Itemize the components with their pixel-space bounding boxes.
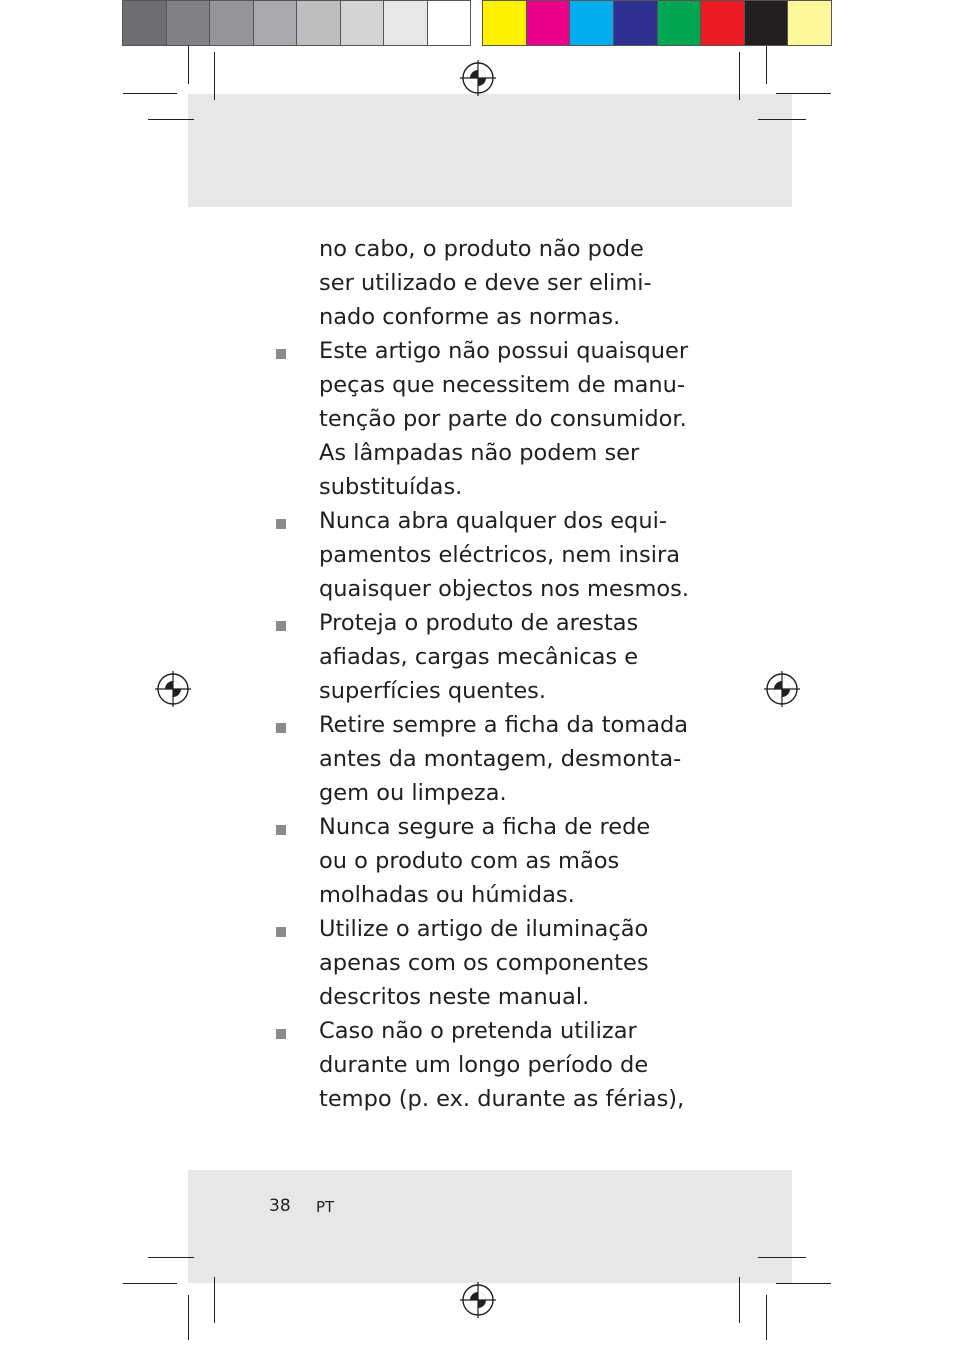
text-line: molhadas ou húmidas. bbox=[319, 882, 575, 908]
crop-mark bbox=[123, 1283, 177, 1284]
square-bullet-icon bbox=[276, 723, 286, 733]
gray-swatch bbox=[254, 0, 298, 46]
gray-swatch bbox=[428, 0, 472, 46]
gray-swatch bbox=[384, 0, 428, 46]
text-line: descritos neste manual. bbox=[319, 984, 590, 1010]
text-line: tenção por parte do consumidor. bbox=[319, 406, 687, 432]
language-code: PT bbox=[316, 1198, 335, 1216]
crop-mark bbox=[739, 52, 740, 100]
list-item bbox=[270, 708, 690, 810]
square-bullet-icon bbox=[276, 519, 286, 529]
text-line: antes da montagem, desmonta- bbox=[319, 746, 682, 772]
color-calibration-bar bbox=[482, 0, 832, 46]
text-line: durante um longo período de bbox=[319, 1052, 649, 1078]
header-panel bbox=[188, 94, 792, 207]
crop-mark bbox=[776, 93, 831, 94]
text-line: nado conforme as normas. bbox=[319, 304, 621, 330]
gray-swatch bbox=[341, 0, 385, 46]
list-item bbox=[270, 912, 690, 1014]
gray-swatch bbox=[167, 0, 211, 46]
gray-swatch bbox=[210, 0, 254, 46]
color-swatch bbox=[745, 0, 789, 46]
gray-swatch bbox=[297, 0, 341, 46]
gray-swatch bbox=[122, 0, 167, 46]
text-line: substituídas. bbox=[319, 474, 463, 500]
registration-mark-icon bbox=[460, 1282, 496, 1318]
list-item bbox=[270, 334, 690, 504]
registration-mark-icon bbox=[764, 671, 800, 707]
crop-mark bbox=[739, 1277, 740, 1323]
square-bullet-icon bbox=[276, 1029, 286, 1039]
crop-mark bbox=[188, 46, 189, 84]
crop-mark bbox=[766, 1295, 767, 1340]
color-swatch bbox=[788, 0, 832, 46]
text-line: pamentos eléctricos, nem insira bbox=[319, 542, 681, 568]
registration-mark-icon bbox=[155, 671, 191, 707]
crop-mark bbox=[148, 119, 194, 120]
square-bullet-icon bbox=[276, 621, 286, 631]
list-item bbox=[270, 504, 690, 606]
gray-calibration-bar bbox=[122, 0, 471, 46]
registration-mark-icon bbox=[460, 60, 496, 96]
safety-instructions bbox=[270, 232, 690, 1116]
text-line: peças que necessitem de manu- bbox=[319, 372, 686, 398]
crop-mark bbox=[758, 119, 806, 120]
text-line: ser utilizado e deve ser elimi- bbox=[319, 270, 652, 296]
crop-mark bbox=[776, 1283, 831, 1284]
color-swatch bbox=[527, 0, 571, 46]
color-swatch bbox=[482, 0, 527, 46]
text-line: As lâmpadas não podem ser bbox=[319, 440, 640, 466]
square-bullet-icon bbox=[276, 825, 286, 835]
text-line: Caso não o pretenda utilizar bbox=[319, 1018, 637, 1044]
color-swatch bbox=[570, 0, 614, 46]
crop-mark bbox=[214, 52, 215, 100]
crop-mark bbox=[758, 1257, 806, 1258]
crop-mark bbox=[214, 1277, 215, 1323]
color-swatch bbox=[614, 0, 658, 46]
crop-mark bbox=[766, 46, 767, 84]
text-line: Nunca abra qualquer dos equi- bbox=[319, 508, 667, 534]
text-line: Proteja o produto de arestas bbox=[319, 610, 639, 636]
crop-mark bbox=[188, 1295, 189, 1340]
text-line: no cabo, o produto não pode bbox=[319, 236, 644, 262]
text-line: superfícies quentes. bbox=[319, 678, 547, 704]
text-line: ou o produto com as mãos bbox=[319, 848, 620, 874]
text-line: Este artigo não possui quaisquer bbox=[319, 338, 689, 364]
text-line: quaisquer objectos nos mesmos. bbox=[319, 576, 690, 602]
text-line: Retire sempre a ficha da tomada bbox=[319, 712, 689, 738]
text-line: gem ou limpeza. bbox=[319, 780, 507, 806]
list-item bbox=[270, 810, 690, 912]
square-bullet-icon bbox=[276, 349, 286, 359]
crop-mark bbox=[148, 1257, 194, 1258]
list-item bbox=[270, 606, 690, 708]
text-line: afiadas, cargas mecânicas e bbox=[319, 644, 639, 670]
color-swatch bbox=[658, 0, 702, 46]
square-bullet-icon bbox=[276, 927, 286, 937]
list-item bbox=[270, 1014, 690, 1116]
footer-panel bbox=[188, 1170, 792, 1283]
text-line: tempo (p. ex. durante as férias), bbox=[319, 1086, 685, 1112]
text-line: apenas com os componentes bbox=[319, 950, 649, 976]
color-swatch bbox=[701, 0, 745, 46]
text-line: Utilize o artigo de iluminação bbox=[319, 916, 649, 942]
crop-mark bbox=[123, 93, 177, 94]
page-number: 38 bbox=[269, 1196, 291, 1216]
text-line: Nunca segure a ficha de rede bbox=[319, 814, 651, 840]
continuation-paragraph bbox=[270, 232, 690, 334]
